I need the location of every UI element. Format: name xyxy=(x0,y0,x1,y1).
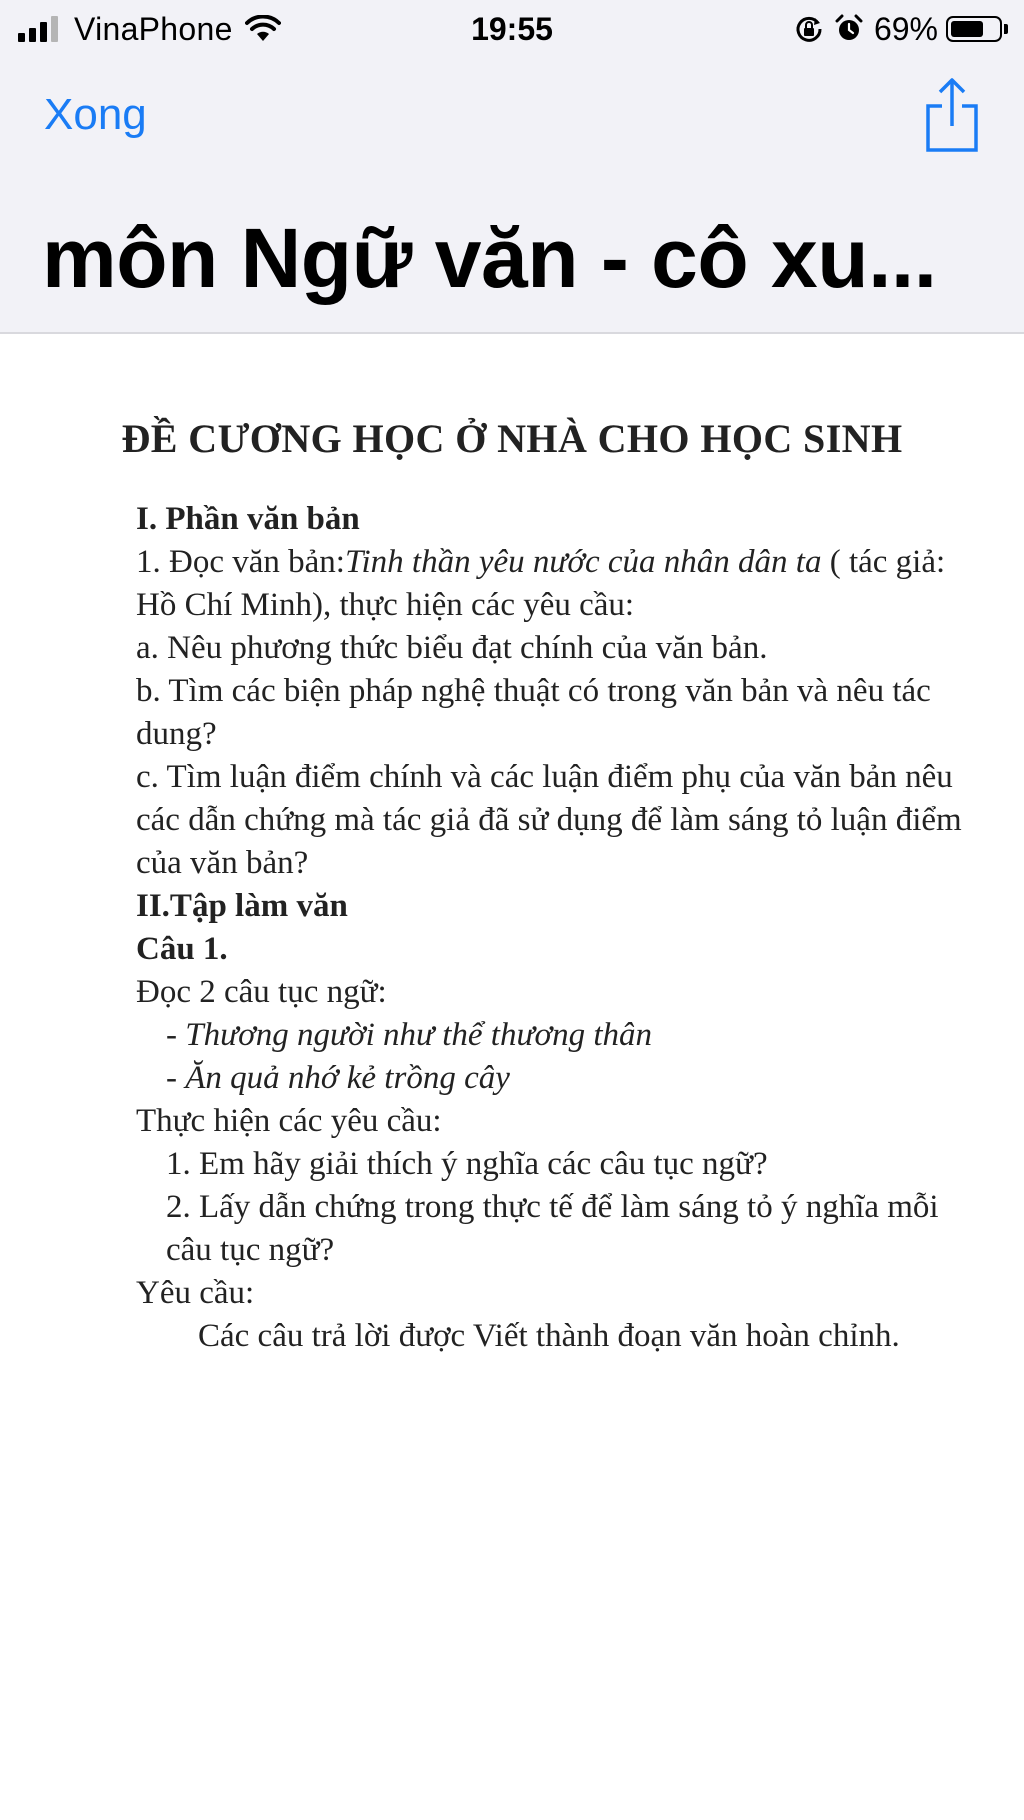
rotation-lock-icon xyxy=(794,14,824,44)
section-2-heading: II.Tập làm văn xyxy=(136,888,348,924)
task-2: 2. Lấy dẫn chứng trong thực tế để làm sáng tỏ ý nghĩa mỗi câu tục ngữ? xyxy=(166,1189,939,1268)
alarm-icon xyxy=(834,14,864,44)
carrier-name: VinaPhone xyxy=(74,10,233,47)
document-view[interactable] xyxy=(0,334,1024,1820)
proverb-1: - Thương người như thể thương thân xyxy=(166,1017,652,1053)
proverb-2: - Ăn quả nhớ kẻ trồng cây xyxy=(166,1060,510,1096)
signal-icon xyxy=(18,16,62,42)
read-proverbs-instruction: Đọc 2 câu tục ngữ: xyxy=(136,974,387,1010)
status-bar xyxy=(0,0,1024,58)
item-1-suffix: ( tác giả: Hồ Chí Minh), thực hiện các yêu cầu: xyxy=(136,544,946,623)
status-time: 19:55 xyxy=(471,11,553,47)
item-1 xyxy=(136,541,976,627)
status-bar-right xyxy=(794,8,1008,50)
task-1: 1. Em hãy giải thích ý nghĩa các câu tục ngữ? xyxy=(166,1146,768,1182)
share-icon xyxy=(920,76,984,156)
top-chrome xyxy=(0,0,1024,334)
question-c: c. Tìm luận điểm chính và các luận điểm phụ của văn bản nêu các dẫn chứng mà tác giả đã sử dụng để làm sáng tỏ luận điểm của văn bản? xyxy=(136,759,962,881)
share-button[interactable] xyxy=(920,76,984,156)
wifi-icon xyxy=(245,15,281,43)
done-button[interactable]: Xong xyxy=(44,90,147,139)
battery-level-fill xyxy=(951,21,983,37)
battery-cap xyxy=(1004,24,1008,34)
requirement-text: Các câu trả lời được Viết thành đoạn văn hoàn chỉnh. xyxy=(198,1318,900,1354)
status-bar-left xyxy=(18,8,281,50)
question-1-heading: Câu 1. xyxy=(136,931,228,967)
item-1-text-title: Tinh thần yêu nước của nhân dân ta xyxy=(344,544,822,580)
requirement-label: Yêu cầu: xyxy=(136,1275,255,1311)
item-1-prefix: 1. Đọc văn bản: xyxy=(136,544,345,580)
battery-icon xyxy=(946,16,1002,42)
battery-percentage: 69% xyxy=(873,10,938,47)
page-title: môn Ngữ văn - cô xu... xyxy=(42,211,937,305)
document-title: ĐỀ CƯƠNG HỌC Ở NHÀ CHO HỌC SINH xyxy=(121,416,903,461)
question-b: b. Tìm các biện pháp nghệ thuật có trong văn bản và nêu tác dung? xyxy=(136,673,931,752)
section-1-heading: I. Phần văn bản xyxy=(136,501,360,537)
question-a: a. Nêu phương thức biểu đạt chính của văn bản. xyxy=(136,630,768,666)
requirements-intro: Thực hiện các yêu cầu: xyxy=(136,1103,442,1139)
document-body xyxy=(136,498,976,1358)
